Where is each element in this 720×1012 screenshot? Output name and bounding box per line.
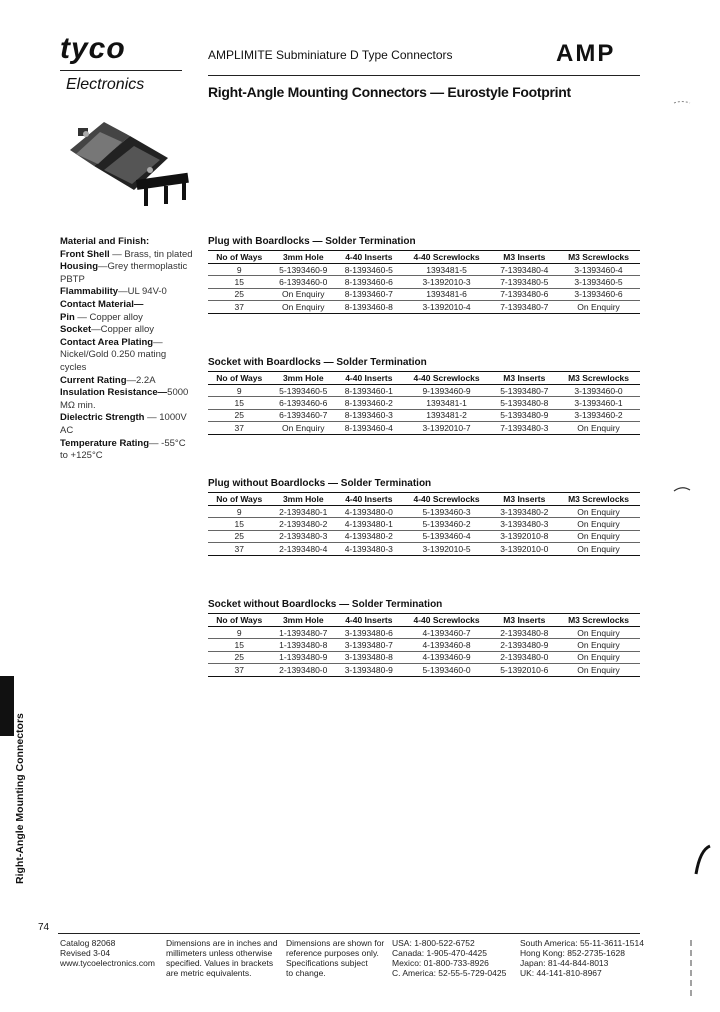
table-cell: 4-1393460-9 xyxy=(402,651,492,663)
table-cell: 15 xyxy=(208,639,271,651)
table-cell: 6-1393460-0 xyxy=(271,276,337,288)
table-cell: On Enquiry xyxy=(271,422,337,434)
footer-line: are metric equivalents. xyxy=(166,968,252,978)
table-cell: On Enquiry xyxy=(557,664,640,676)
column-header: 4-40 Screwlocks xyxy=(402,493,492,506)
footer-reference-note xyxy=(286,938,384,978)
table-cell: 6-1393460-7 xyxy=(271,409,337,421)
table-cell: 25 xyxy=(208,409,271,421)
table-cell: 1393481-2 xyxy=(402,409,492,421)
table-cell: 8-1393460-7 xyxy=(336,288,402,300)
table-cell: 3-1392010-8 xyxy=(492,530,558,542)
material-row: Contact Area Plating—Nickel/Gold 0.250 mating cycles xyxy=(60,336,167,373)
column-header: 4-40 Inserts xyxy=(336,372,402,385)
footer-catalog-info xyxy=(60,938,155,968)
plug-with-boardlocks-section xyxy=(208,236,640,314)
scan-mark xyxy=(672,98,692,106)
table-cell: 1-1393480-9 xyxy=(271,651,337,663)
table-cell: 25 xyxy=(208,651,271,663)
column-header: 4-40 Screwlocks xyxy=(402,251,492,264)
socket-with-boardlocks-section xyxy=(208,357,640,435)
footer-line: Japan: 81-44-844-8013 xyxy=(520,958,609,968)
column-header: M3 Screwlocks xyxy=(557,614,640,627)
table-row xyxy=(208,385,640,397)
page-title: Right-Angle Mounting Connectors — Eurostyle Footprint xyxy=(208,84,571,100)
table-row xyxy=(208,397,640,409)
table-cell: 15 xyxy=(208,518,271,530)
table-cell: 3-1393460-2 xyxy=(557,409,640,421)
table-cell: On Enquiry xyxy=(557,627,640,639)
column-header: 4-40 Screwlocks xyxy=(402,614,492,627)
table-cell: 2-1393480-4 xyxy=(271,543,337,555)
section-title: Plug without Boardlocks — Solder Termination xyxy=(208,478,432,489)
table-cell: 37 xyxy=(208,664,271,676)
table-cell: 5-1393460-9 xyxy=(271,264,337,276)
table-cell: 2-1393480-3 xyxy=(271,530,337,542)
table-row xyxy=(208,543,640,555)
table-cell: 6-1393460-6 xyxy=(271,397,337,409)
table-cell: 3-1393460-0 xyxy=(557,385,640,397)
table-row xyxy=(208,301,640,313)
scan-mark xyxy=(688,940,694,1000)
table-cell: On Enquiry xyxy=(271,288,337,300)
footer-divider xyxy=(58,933,640,934)
section-title: Socket with Boardlocks — Solder Termination xyxy=(208,357,427,368)
table-cell: 7-1393480-3 xyxy=(492,422,558,434)
table-cell: 3-1393460-4 xyxy=(557,264,640,276)
table-cell: 2-1393480-9 xyxy=(492,639,558,651)
part-number-table xyxy=(208,250,640,314)
table-cell: On Enquiry xyxy=(557,506,640,518)
table-cell: 5-1393460-4 xyxy=(402,530,492,542)
footer-line: to change. xyxy=(286,968,326,978)
table-cell: 3-1393480-2 xyxy=(492,506,558,518)
material-row: Current Rating—2.2A xyxy=(60,374,156,386)
section-title: Socket without Boardlocks — Solder Termination xyxy=(208,599,443,610)
table-cell: 3-1393480-9 xyxy=(336,664,402,676)
table-cell: 4-1393480-3 xyxy=(336,543,402,555)
table-cell: 9-1393460-9 xyxy=(402,385,492,397)
table-cell: 3-1392010-7 xyxy=(402,422,492,434)
page-number: 74 xyxy=(38,922,50,933)
table-cell: 1-1393480-7 xyxy=(271,627,337,639)
footer-line: Hong Kong: 852-2735-1628 xyxy=(520,948,625,958)
table-cell: On Enquiry xyxy=(557,530,640,542)
column-header: M3 Inserts xyxy=(492,372,558,385)
column-header: 4-40 Inserts xyxy=(336,493,402,506)
table-cell: 8-1393460-5 xyxy=(336,264,402,276)
column-header: 3mm Hole xyxy=(271,614,337,627)
table-cell: 37 xyxy=(208,422,271,434)
footer-line: reference purposes only. xyxy=(286,948,379,958)
table-cell: 5-1393460-5 xyxy=(271,385,337,397)
footer-line: millimeters unless otherwise xyxy=(166,948,273,958)
table-cell: On Enquiry xyxy=(557,301,640,313)
material-row: Contact Material— xyxy=(60,298,144,310)
material-row: Front Shell — Brass, tin plated xyxy=(60,248,193,260)
scan-mark xyxy=(694,840,712,880)
column-header: No of Ways xyxy=(208,372,271,385)
column-header: M3 Inserts xyxy=(492,614,558,627)
column-header: 4-40 Inserts xyxy=(336,614,402,627)
material-row: Temperature Rating— -55°C to +125°C xyxy=(60,437,186,462)
table-cell: 3-1392010-0 xyxy=(492,543,558,555)
table-cell: 8-1393460-8 xyxy=(336,301,402,313)
scan-mark xyxy=(672,484,692,494)
table-cell: 15 xyxy=(208,276,271,288)
table-cell: 3-1393460-5 xyxy=(557,276,640,288)
column-header: No of Ways xyxy=(208,614,271,627)
footer-line: Specifications subject xyxy=(286,958,368,968)
footer-line: Dimensions are in inches and xyxy=(166,938,278,948)
table-cell: 3-1393480-6 xyxy=(336,627,402,639)
footer-line: UK: 44-141-810-8967 xyxy=(520,968,602,978)
table-cell: On Enquiry xyxy=(557,639,640,651)
footer-line: specified. Values in brackets xyxy=(166,958,274,968)
table-cell: 3-1392010-3 xyxy=(402,276,492,288)
table-row xyxy=(208,276,640,288)
table-cell: On Enquiry xyxy=(557,422,640,434)
column-header: 3mm Hole xyxy=(271,372,337,385)
table-row xyxy=(208,518,640,530)
column-header: No of Ways xyxy=(208,493,271,506)
table-row xyxy=(208,627,640,639)
table-cell: On Enquiry xyxy=(557,651,640,663)
footer-line: Mexico: 01-800-733-8926 xyxy=(392,958,489,968)
header-divider xyxy=(208,75,640,76)
table-cell: 37 xyxy=(208,543,271,555)
table-cell: 1393481-5 xyxy=(402,264,492,276)
footer-line: Dimensions are shown for xyxy=(286,938,385,948)
product-line-title: AMPLIMITE Subminiature D Type Connectors xyxy=(208,48,453,62)
footer-line: Catalog 82068 xyxy=(60,938,116,948)
table-cell: 8-1393460-2 xyxy=(336,397,402,409)
material-row: Insulation Resistance—5000 MΩ min. xyxy=(60,387,189,411)
footer-line: Revised 3-04 xyxy=(60,948,111,958)
table-cell: 3-1393480-8 xyxy=(336,651,402,663)
table-cell: 1-1393480-8 xyxy=(271,639,337,651)
table-cell: 2-1393480-1 xyxy=(271,506,337,518)
electronics-logo-text: Electronics xyxy=(66,76,145,93)
table-cell: On Enquiry xyxy=(271,301,337,313)
connector-illustration xyxy=(64,110,194,210)
table-cell: 3-1393460-6 xyxy=(557,288,640,300)
tyco-logo: tyco xyxy=(60,32,126,65)
column-header: 4-40 Inserts xyxy=(336,251,402,264)
table-row xyxy=(208,651,640,663)
side-section-label: Right-Angle Mounting Connectors xyxy=(14,713,26,884)
table-cell: 3-1393480-3 xyxy=(492,518,558,530)
table-cell: 4-1393480-0 xyxy=(336,506,402,518)
material-row: Socket—Copper alloy xyxy=(60,324,154,336)
table-cell: 7-1393480-7 xyxy=(492,301,558,313)
column-header: M3 Screwlocks xyxy=(557,251,640,264)
footer-website-link[interactable]: www.tycoelectronics.com xyxy=(60,958,155,968)
part-number-table xyxy=(208,492,640,556)
table-cell: 9 xyxy=(208,627,271,639)
table-cell: 2-1393480-8 xyxy=(492,627,558,639)
footer-line: C. America: 52-55-5-729-0425 xyxy=(392,968,507,978)
material-row: Housing—Grey thermoplastic PBTP xyxy=(60,261,188,285)
column-header: M3 Screwlocks xyxy=(557,493,640,506)
table-cell: 9 xyxy=(208,264,271,276)
part-number-table xyxy=(208,613,640,677)
column-header: M3 Screwlocks xyxy=(557,372,640,385)
table-row xyxy=(208,422,640,434)
material-row: Pin — Copper alloy xyxy=(60,311,143,323)
column-header: 4-40 Screwlocks xyxy=(402,372,492,385)
table-cell: 8-1393460-3 xyxy=(336,409,402,421)
table-cell: 7-1393480-4 xyxy=(492,264,558,276)
table-cell: 8-1393460-4 xyxy=(336,422,402,434)
table-cell: 2-1393480-2 xyxy=(271,518,337,530)
material-and-finish xyxy=(60,236,194,463)
table-cell: 1393481-6 xyxy=(402,288,492,300)
footer-line: South America: 55-11-3611-1514 xyxy=(520,938,644,948)
table-cell: 15 xyxy=(208,397,271,409)
part-number-table xyxy=(208,371,640,435)
material-heading: Material and Finish: xyxy=(60,236,150,247)
table-row xyxy=(208,664,640,676)
logo-divider xyxy=(60,70,182,71)
table-cell: 8-1393460-1 xyxy=(336,385,402,397)
table-cell: 5-1392010-6 xyxy=(492,664,558,676)
table-cell: 5-1393460-2 xyxy=(402,518,492,530)
table-row xyxy=(208,288,640,300)
footer-phone-international xyxy=(520,938,644,978)
table-cell: 5-1393460-3 xyxy=(402,506,492,518)
table-cell: 5-1393480-8 xyxy=(492,397,558,409)
table-cell: 3-1392010-5 xyxy=(402,543,492,555)
table-row xyxy=(208,409,640,421)
table-cell: 2-1393480-0 xyxy=(492,651,558,663)
table-cell: 3-1392010-4 xyxy=(402,301,492,313)
table-cell: On Enquiry xyxy=(557,518,640,530)
footer-line: Canada: 1-905-470-4425 xyxy=(392,948,487,958)
table-cell: 4-1393480-2 xyxy=(336,530,402,542)
table-cell: 7-1393480-6 xyxy=(492,288,558,300)
column-header: No of Ways xyxy=(208,251,271,264)
table-cell: 5-1393460-0 xyxy=(402,664,492,676)
amp-logo: AMP xyxy=(556,40,616,67)
table-cell: 3-1393460-1 xyxy=(557,397,640,409)
column-header: 3mm Hole xyxy=(271,251,337,264)
table-row xyxy=(208,530,640,542)
footer-phone-americas xyxy=(392,938,506,978)
table-cell: 4-1393460-7 xyxy=(402,627,492,639)
table-cell: 8-1393460-6 xyxy=(336,276,402,288)
section-tab-marker xyxy=(0,676,14,736)
table-cell: 2-1393480-0 xyxy=(271,664,337,676)
column-header: M3 Inserts xyxy=(492,251,558,264)
socket-without-boardlocks-section xyxy=(208,599,640,677)
material-row: Dielectric Strength — 1000V AC xyxy=(60,412,187,436)
table-cell: 9 xyxy=(208,385,271,397)
table-row xyxy=(208,264,640,276)
plug-without-boardlocks-section xyxy=(208,478,640,556)
table-cell: On Enquiry xyxy=(557,543,640,555)
column-header: 3mm Hole xyxy=(271,493,337,506)
table-cell: 3-1393480-7 xyxy=(336,639,402,651)
material-row: Flammability—UL 94V-0 xyxy=(60,286,167,298)
section-title: Plug with Boardlocks — Solder Termination xyxy=(208,236,416,247)
table-cell: 7-1393480-5 xyxy=(492,276,558,288)
table-cell: 25 xyxy=(208,288,271,300)
table-row xyxy=(208,639,640,651)
table-cell: 5-1393480-9 xyxy=(492,409,558,421)
footer-line: USA: 1-800-522-6752 xyxy=(392,938,475,948)
table-cell: 9 xyxy=(208,506,271,518)
column-header: M3 Inserts xyxy=(492,493,558,506)
table-cell: 1393481-1 xyxy=(402,397,492,409)
table-cell: 5-1393480-7 xyxy=(492,385,558,397)
footer-dimensions-note xyxy=(166,938,278,978)
table-cell: 4-1393460-8 xyxy=(402,639,492,651)
table-cell: 4-1393480-1 xyxy=(336,518,402,530)
table-cell: 25 xyxy=(208,530,271,542)
table-cell: 37 xyxy=(208,301,271,313)
table-row xyxy=(208,506,640,518)
